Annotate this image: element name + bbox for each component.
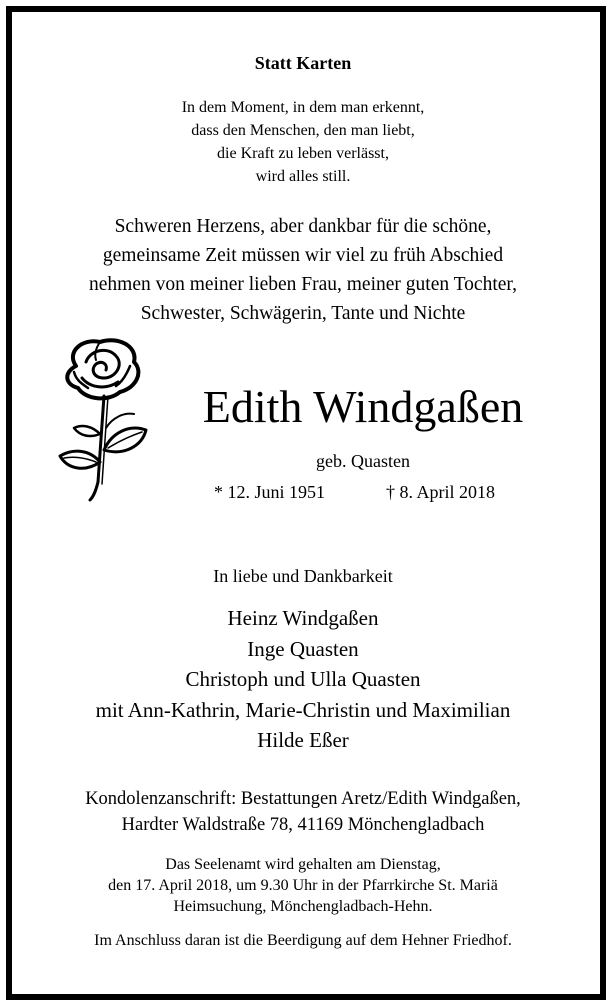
heading: Statt Karten — [254, 53, 352, 73]
condolence-line: Kondolenzanschrift: Bestattungen Aretz/Edith Windgaßen, — [85, 789, 521, 809]
mourner-name: Hilde Eßer — [257, 728, 349, 752]
intro-line: Schwester, Schwägerin, Tante und Nichte — [140, 303, 466, 324]
intro-text — [0, 212, 606, 328]
service-info — [0, 854, 606, 917]
poem-line: wird alles still. — [255, 168, 351, 185]
intro-line: nehmen von meiner lieben Frau, meiner guten Tochter, — [89, 274, 517, 295]
mourner-name: Inge Quasten — [247, 636, 359, 661]
poem — [0, 96, 606, 188]
service-line: Das Seelenamt wird gehalten am Dienstag, — [165, 856, 441, 873]
mourners-list — [0, 603, 606, 756]
deceased-name: Edith Windgaßen — [202, 381, 524, 432]
intro-line: Schweren Herzens, aber dankbar für die schöne, — [114, 216, 492, 237]
service-line: Heimsuchung, Mönchengladbach-Hehn. — [173, 898, 433, 915]
gratitude-line: In liebe und Dankbarkeit — [213, 566, 393, 586]
poem-line: die Kraft zu leben verlässt, — [217, 145, 389, 162]
birth-name: geb. Quasten — [316, 451, 410, 471]
life-dates — [214, 479, 534, 505]
burial-info: Im Anschluss daran ist die Beerdigung auf dem Hehner Friedhof. — [94, 932, 512, 949]
intro-line: gemeinsame Zeit müssen wir viel zu früh Abschied — [102, 245, 504, 266]
condolence-address — [0, 786, 606, 838]
poem-line: In dem Moment, in dem man erkennt, — [181, 99, 425, 116]
condolence-line: Hardter Waldstraße 78, 41169 Mönchengladbach — [121, 815, 485, 835]
mourner-name: Christoph und Ulla Quasten — [185, 667, 421, 691]
death-date: † 8. April 2018 — [386, 482, 496, 502]
mourner-name: Heinz Windgaßen — [227, 606, 379, 630]
rose-icon — [46, 332, 158, 504]
service-line: den 17. April 2018, um 9.30 Uhr in der Pfarrkirche St. Mariä — [108, 877, 498, 894]
poem-line: dass den Menschen, den man liebt, — [191, 122, 415, 139]
mourner-name: mit Ann-Kathrin, Marie-Christin und Maximilian — [95, 697, 511, 722]
birth-date: * 12. Juni 1951 — [214, 482, 326, 502]
